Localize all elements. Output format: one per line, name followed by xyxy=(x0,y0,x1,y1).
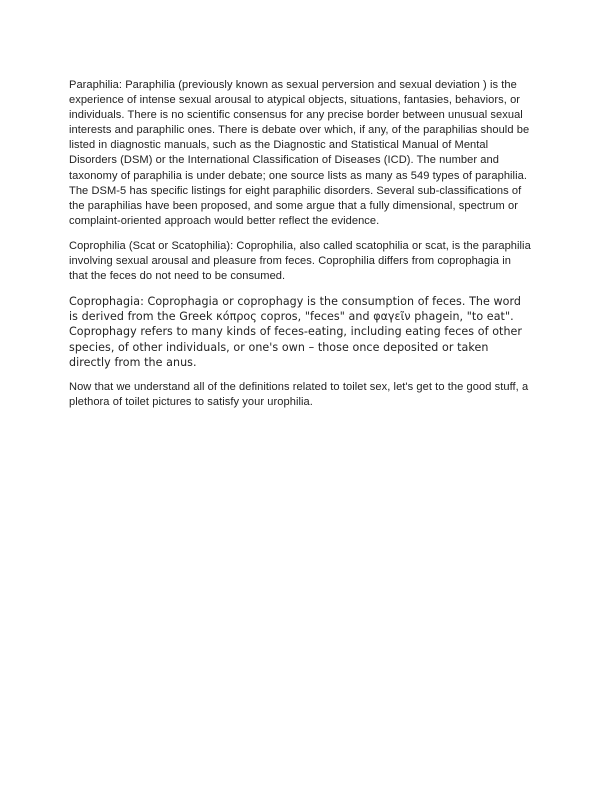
paragraph-closing-note: Now that we understand all of the definitions related to toilet sex, let's get to the good stuff, a plethora of toilet pictures to satisfy your urophilia. xyxy=(69,380,529,408)
paragraph-coprophilia-definition: Coprophilia (Scat or Scatophilia): Coprophilia, also called scatophilia or scat, is the paraphilia involving sexual arousal and pleasure from feces. Coprophilia differs from coprophagia in that the feces do not need to be consumed. xyxy=(69,239,531,283)
paragraph-paraphilia-definition: Paraphilia: Paraphilia (previously known as sexual perversion and sexual deviation ) is the experience of intense sexual arousal to atypical objects, situations, fantasies, behaviors, or individuals. There is no scientific consensus for any precise border between unusual sexual interests and paraphilic ones. There is debate over which, if any, of the paraphilias should be listed in diagnostic manuals, such as the Diagnostic and Statistical Manual of Mental Disorders (DSM) or the International Classification of Diseases (ICD). The number and taxonomy of paraphilia is under debate; one source lists as many as 549 types of paraphilia. The DSM-5 has specific listings for eight paraphilic disorders. Several sub-classifications of the paraphilias have been proposed, and some argue that a fully dimensional, spectrum or complaint-oriented approach would better reflect the evidence. xyxy=(69,79,530,227)
paragraph-coprophagia-definition: Coprophagia: Coprophagia or coprophagy is the consumption of feces. The word is derived from the Greek κόπρος copros, "feces" and φαγεῖν phagein, "to eat". Coprophagy refers to many kinds of feces-eating, including eating feces of other species, of other individuals, or one's own – those once deposited or taken directly from the anus. xyxy=(69,295,523,369)
document-body xyxy=(69,78,531,410)
